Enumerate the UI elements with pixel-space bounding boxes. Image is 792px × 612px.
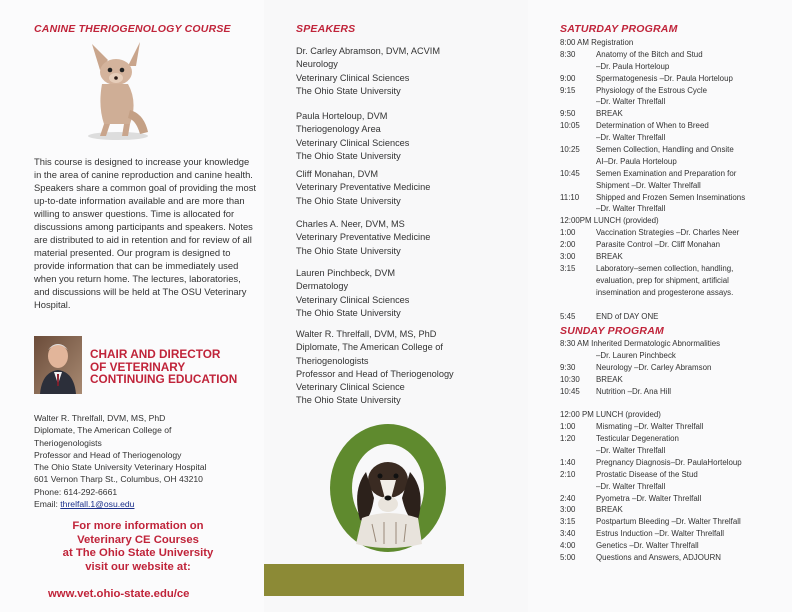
contact-line: Walter R. Threlfall, DVM, MS, PhD	[34, 413, 166, 423]
schedule-row	[560, 252, 792, 264]
contact-block	[34, 412, 260, 510]
schedule-time: 11:10	[560, 192, 580, 202]
speaker-line: Walter R. Threlfall, DVM, MS, PhD	[296, 329, 437, 339]
schedule-row	[560, 62, 792, 74]
schedule-desc: Determination of When to Breed	[596, 121, 709, 131]
schedule-desc: AI–Dr. Paula Horteloup	[596, 156, 677, 166]
course-heading: CANINE THERIOGENOLOGY COURSE	[34, 23, 231, 35]
email-label: Email:	[34, 499, 58, 510]
schedule-row	[560, 74, 792, 86]
schedule-row	[560, 529, 792, 541]
schedule-row	[560, 410, 792, 422]
schedule-desc: BREAK	[596, 374, 623, 384]
contact-line: Diplomate, The American College of	[34, 425, 172, 436]
contact-line: Phone: 614-292-6661	[34, 486, 118, 497]
schedule-row	[560, 181, 792, 193]
schedule-desc: Estrus Induction –Dr. Walter Threlfall	[596, 529, 725, 539]
more-info	[38, 520, 238, 574]
schedule-time: 3:00	[560, 252, 576, 262]
schedule-desc: 12:00 PM LUNCH (provided)	[560, 410, 661, 420]
chair-title: CHAIR AND DIRECTOR OF VETERINARY CONTINUING EDUCATION	[90, 347, 238, 387]
schedule-row	[560, 228, 792, 240]
speaker-line: The Ohio State University	[296, 307, 401, 318]
schedule-row	[560, 458, 792, 470]
schedule-row	[560, 38, 792, 50]
more-info-line: visit our website at:	[85, 560, 191, 573]
schedule-time: 10:45	[560, 386, 580, 396]
schedule-time: 4:00	[560, 541, 576, 551]
schedule-desc: –Dr. Walter Threlfall	[596, 204, 666, 214]
speaker-line: Veterinary Clinical Sciences	[296, 294, 410, 305]
speaker-line: Paula Horteloup, DVM	[296, 111, 388, 121]
contact-line: Professor and Head of Theriogenology	[34, 449, 182, 460]
email-link[interactable]: threlfall.1@osu.edu	[60, 499, 135, 510]
schedule-time: 10:05	[560, 121, 580, 131]
schedule-desc: BREAK	[596, 252, 623, 262]
schedule-time: 2:40	[560, 493, 576, 503]
contact-line: 601 Vernon Tharp St., Columbus, OH 43210	[34, 474, 203, 485]
speaker-line: The Ohio State University	[296, 395, 401, 406]
more-info-line: at The Ohio State University	[62, 547, 214, 560]
schedule-desc: –Dr. Walter Threlfall	[596, 481, 666, 491]
schedule-time: 9:30	[560, 362, 576, 372]
speaker-line: The Ohio State University	[296, 150, 401, 161]
schedule-row	[560, 97, 792, 109]
schedule-row	[560, 312, 792, 324]
green-banner	[264, 564, 464, 596]
speaker-line: Charles A. Neer, DVM, MS	[296, 219, 405, 229]
schedule-desc: Anatomy of the Bitch and Stud	[596, 49, 703, 59]
schedule-time: 9:00	[560, 73, 576, 83]
schedule-time: 1:40	[560, 457, 576, 467]
speaker-block	[296, 45, 526, 98]
more-info-line: For more information on	[72, 520, 204, 532]
schedule-time: 8:30	[560, 49, 576, 59]
schedule-desc: 12:00PM LUNCH (provided)	[560, 216, 659, 226]
schedule-row	[560, 109, 792, 121]
schedule-desc: 8:30 AM Inherited Dermatologic Abnormalities	[560, 339, 721, 348]
schedule-desc: Spermatogenesis –Dr. Paula Horteloup	[596, 73, 733, 83]
schedule-desc: Laboratory–semen collection, handling,	[596, 263, 734, 273]
speaker-line: Dermatology	[296, 281, 349, 292]
schedule-desc: –Dr. Walter Threlfall	[596, 446, 666, 456]
speaker-block	[296, 218, 526, 258]
schedule-desc: –Dr. Paula Horteloup	[596, 61, 670, 71]
schedule-time: 5:45	[560, 311, 576, 321]
schedule-desc: END of DAY ONE	[596, 311, 659, 321]
schedule-row	[560, 553, 792, 565]
speaker-line: Veterinary Clinical Science	[296, 382, 405, 393]
speaker-line: Dr. Carley Abramson, DVM, ACVIM	[296, 46, 440, 56]
speaker-block	[296, 328, 526, 408]
sunday-schedule	[560, 339, 792, 565]
schedule-desc: Parasite Control –Dr. Cliff Monahan	[596, 240, 720, 250]
schedule-row	[560, 434, 792, 446]
speaker-line: Cliff Monahan, DVM	[296, 169, 379, 179]
schedule-time: 10:25	[560, 145, 580, 155]
schedule-row	[560, 482, 792, 494]
schedule-desc: Mismating –Dr. Walter Threlfall	[596, 422, 704, 432]
schedule-time: 1:00	[560, 228, 576, 238]
speaker-block	[296, 110, 526, 163]
schedule-desc: Neurology –Dr. Carley Abramson	[596, 362, 712, 372]
schedule-row	[560, 204, 792, 216]
schedule-row	[560, 145, 792, 157]
schedule-time: 1:00	[560, 422, 576, 432]
schedule-row	[560, 494, 792, 506]
schedule-row	[560, 505, 792, 517]
schedule-time: 1:20	[560, 434, 576, 444]
schedule-desc: Nutrition –Dr. Ana Hill	[596, 386, 671, 396]
schedule-time: 10:30	[560, 374, 580, 384]
schedule-row	[560, 86, 792, 98]
schedule-desc: 8:00 AM Registration	[560, 38, 634, 47]
schedule-desc: BREAK	[596, 109, 623, 119]
contact-line: Theriogenologists	[34, 437, 102, 448]
schedule-row	[560, 50, 792, 62]
speaker-line: Veterinary Clinical Sciences	[296, 137, 410, 148]
schedule-desc: BREAK	[596, 505, 623, 515]
sunday-heading: SUNDAY PROGRAM	[560, 325, 664, 337]
schedule-desc: Physiology of the Estrous Cycle	[596, 85, 707, 95]
schedule-time: 9:15	[560, 85, 576, 95]
schedule-desc: Semen Examination and Preparation for	[596, 168, 737, 178]
website-link[interactable]: www.vet.ohio-state.edu/ce	[48, 588, 190, 600]
contact-line: The Ohio State University Veterinary Hospital	[34, 462, 207, 473]
schedule-row	[560, 276, 792, 288]
schedule-row	[560, 193, 792, 205]
speakers-heading: SPEAKERS	[296, 23, 356, 35]
schedule-desc: Postpartum Bleeding –Dr. Walter Threlfall	[596, 517, 741, 527]
schedule-time: 3:00	[560, 505, 576, 515]
schedule-time: 10:45	[560, 168, 580, 178]
speaker-line: The Ohio State University	[296, 245, 401, 256]
schedule-row	[560, 387, 792, 399]
speaker-line: Theriogenologists	[296, 355, 369, 366]
speaker-line: Veterinary Preventative Medicine	[296, 232, 431, 243]
schedule-desc: Pregnancy Diagnosis–Dr. PaulaHorteloup	[596, 457, 742, 467]
schedule-time: 9:50	[560, 109, 576, 119]
speaker-line: Veterinary Clinical Sciences	[296, 72, 410, 83]
course-description: This course is designed to increase your knowledge in the area of canine reproduction and canine health. Speakers share a common goal of providing the most up-to-date information available and are more than willing to answer questions. Time is allocated for discussions among participants and speakers. Notes are distributed to aid in retention and for review of all material presented. Our program is designed to provide information that can be immediately used when you return home. The lectures, laboratories, and discussions will be held at The OSU Veterinary Hospital.	[34, 156, 256, 310]
schedule-time: 3:15	[560, 263, 576, 273]
schedule-desc: –Dr. Walter Threlfall	[596, 133, 666, 143]
schedule-desc: insemination and progesterone assays.	[596, 287, 734, 297]
saturday-schedule	[560, 38, 792, 323]
speaker-line: Professor and Head of Theriogenology	[296, 368, 454, 379]
speaker-line: Veterinary Preventative Medicine	[296, 182, 431, 193]
schedule-row	[560, 133, 792, 145]
speaker-block	[296, 267, 526, 320]
schedule-row	[560, 446, 792, 458]
schedule-row	[560, 363, 792, 375]
osu-o-logo-with-spaniel	[322, 420, 458, 560]
schedule-desc: Shipped and Frozen Semen Inseminations	[596, 192, 746, 202]
schedule-time: 2:00	[560, 240, 576, 250]
schedule-row	[560, 264, 792, 276]
schedule-row	[560, 121, 792, 133]
schedule-time: 2:10	[560, 469, 576, 479]
schedule-row	[560, 339, 792, 351]
schedule-desc: Semen Collection, Handling and Onsite	[596, 145, 734, 155]
schedule-row	[560, 541, 792, 553]
left-panel	[0, 0, 264, 612]
schedule-row	[560, 375, 792, 387]
schedule-row	[560, 470, 792, 482]
speaker-line: Neurology	[296, 59, 338, 70]
email-line	[34, 498, 260, 510]
schedule-time: 5:00	[560, 553, 576, 563]
saturday-heading: SATURDAY PROGRAM	[560, 23, 678, 35]
schedule-row	[560, 288, 792, 300]
schedule-desc: Shipment –Dr. Walter Threlfall	[596, 180, 701, 190]
speaker-line: The Ohio State University	[296, 195, 401, 206]
chihuahua-photo	[78, 40, 156, 142]
schedule-row	[560, 216, 792, 228]
schedule-row	[560, 398, 792, 410]
schedule-desc: Testicular Degeneration	[596, 434, 679, 444]
schedule-row	[560, 517, 792, 529]
schedule-row	[560, 169, 792, 181]
speaker-line: Lauren Pinchbeck, DVM	[296, 268, 396, 278]
director-photo	[34, 336, 82, 394]
schedule-desc: –Dr. Lauren Pinchbeck	[596, 350, 676, 360]
schedule-row	[560, 157, 792, 169]
schedule-row	[560, 240, 792, 252]
schedule-desc: Pyometra –Dr. Walter Threlfall	[596, 493, 702, 503]
schedule-desc: Genetics –Dr. Walter Threlfall	[596, 541, 699, 551]
schedule-desc: evaluation, prep for shipment, artificial	[596, 275, 729, 285]
schedule-row	[560, 351, 792, 363]
schedule-desc: Prostatic Disease of the Stud	[596, 469, 698, 479]
schedule-desc: –Dr. Walter Threlfall	[596, 97, 666, 107]
schedule-desc: Questions and Answers, ADJOURN	[596, 553, 721, 563]
speaker-block	[296, 168, 526, 208]
more-info-line: Veterinary CE Courses	[77, 533, 199, 546]
speaker-line: Diplomate, The American College of	[296, 342, 443, 353]
schedule-desc: Vaccination Strategies –Dr. Charles Neer	[596, 228, 740, 238]
speaker-line: Theriogenology Area	[296, 124, 381, 135]
schedule-time: 3:15	[560, 517, 576, 527]
speaker-line: The Ohio State University	[296, 85, 401, 96]
schedule-row	[560, 422, 792, 434]
schedule-time: 3:40	[560, 529, 576, 539]
